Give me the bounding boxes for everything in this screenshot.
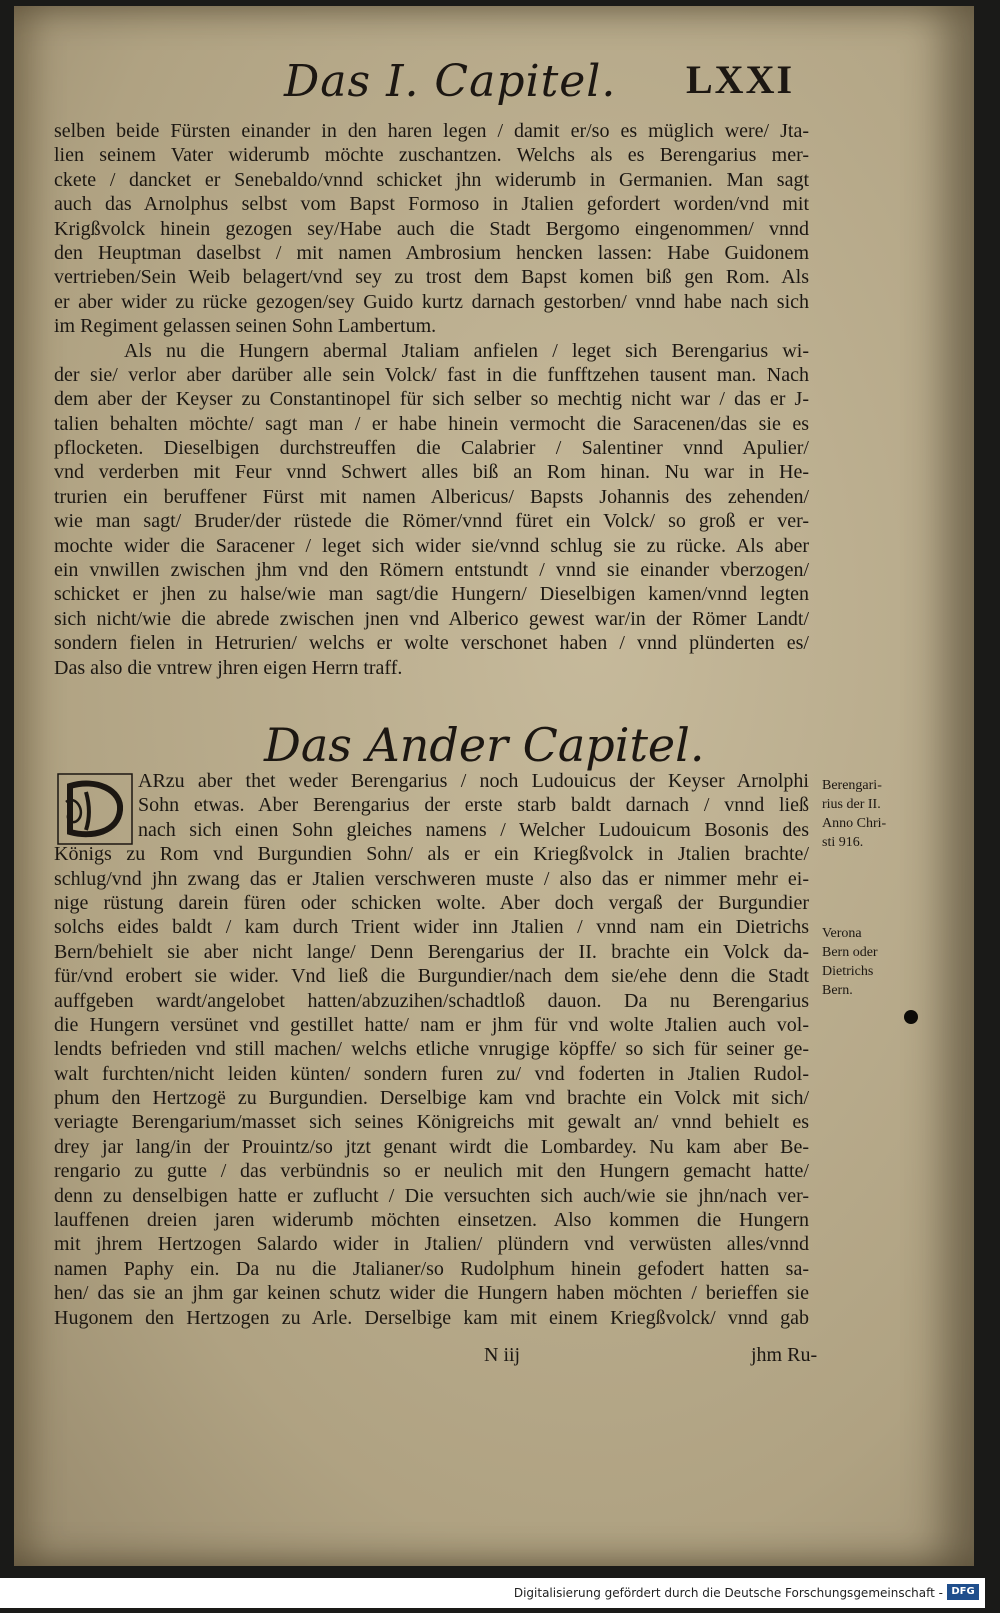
body-text-chapter-2: [54, 769, 809, 1330]
catchword: jhm Ru-: [751, 1344, 818, 1366]
section-heading: Das Ander Capitel.: [264, 718, 705, 772]
marginal-line: Berengari-: [822, 778, 882, 793]
text-line: Als nu die Hungern abermal Jtaliam anfielen / leget sich Berengarius wi-: [124, 339, 809, 362]
text-line: Bern/behielt sie aber nicht lange/ Denn Berengarius der II. brachte ein Volck da-: [54, 940, 809, 963]
marginal-line: Bern.: [822, 983, 853, 998]
text-line: ckete / dancket er Senebaldo/vnnd schicket jhn widerumb in Germanien. Man sagt: [54, 168, 809, 191]
text-line: denn zu denselbigen hatte er zuflucht / Die versuchten sich auch/wie sie jhn/nach ver-: [54, 1184, 809, 1207]
text-line: Königs zu Rom vnd Burgundien Sohn/ als er ein Kriegßvolck in Jtalien brachte/: [54, 843, 809, 866]
folio-number: LXXI: [686, 57, 795, 102]
marginal-line: Bern oder: [822, 945, 878, 960]
text-line: rengario zu gutte / das verbündnis so er neulich mit den Hungern gemacht hatte/: [54, 1160, 809, 1183]
text-line: Hugonem den Hertzogen zu Arle. Derselbige kam mit einem Kriegßvolck/ vnnd gab: [54, 1306, 809, 1329]
text-line: für/vnd erobert sie wider. Vnd ließ die Burgundier/nach dem sie/ehe denn die Stadt: [54, 965, 809, 988]
text-line: selben beide Fürsten einander in den haren legen / damit er/so es müglich were/ Jta-: [54, 120, 809, 142]
text-line: dem aber der Keyser zu Constantinopel für sich selber so mechtig nicht war / das er J-: [54, 388, 809, 411]
text-line: mit jhrem Hertzogen Salardo wider in Jtalien/ plündern vnd verwüsten alles/vnnd: [54, 1233, 809, 1256]
text-line: walt furchten/nicht leiden künten/ sondern furen zu/ vnd foderten in Jtalien Rudol-: [54, 1062, 809, 1085]
marginal-note-berengarius: [822, 776, 902, 852]
marginal-line: sti 916.: [822, 835, 864, 850]
text-line: auffgeben wardt/angelobet hatten/abzuzihen/schadtloß dauon. Da nu Berengarius: [54, 989, 809, 1012]
marginal-note-verona: [822, 924, 902, 1000]
text-line: den Heuptman daselbst / mit namen Ambrosium hencken lassen: Habe Guidonem: [54, 241, 809, 264]
text-line: nige rüstung darein füren oder schicken wolte. Aber doch vergaß der Burgundier: [54, 891, 809, 914]
text-line: vnd verderben mit Feur vnnd Schwert alles biß an Rom hinan. Nu war in He-: [54, 461, 809, 484]
text-line: mochte wider die Saracener / leget sich wider sie/vnnd schlug sie zu rücke. Als aber: [54, 534, 809, 557]
signature-mark: N iij: [484, 1344, 521, 1366]
text-line: sondern fielen in Hetrurien/ welchs er wolte verschonet haben / vnnd plünderten es/: [54, 632, 809, 655]
book-page: [14, 6, 974, 1566]
running-header: [14, 56, 974, 116]
marginal-line: rius der II.: [822, 797, 881, 812]
text-line: er aber wider zu rücke gezogen/sey Guido kurtz darnach gestorben/ vnnd habe nach sich: [54, 290, 809, 313]
text-line: veriagte Berengarium/masset sich seines Königreichs mit gewalt an/ vnnd behielt es: [54, 1111, 809, 1134]
text-line: phum den Hertzogë zu Burgundien. Derselbige kam vnd brachte ein Volck mit sich/: [54, 1087, 809, 1110]
text-line: solchs eides baldt / kam durch Trient wider inn Jtalien / vnnd nam ein Dietrichs: [54, 916, 809, 939]
body-text-chapter-1: [54, 119, 809, 680]
footer-credit: Digitalisierung gefördert durch die Deutsche Forschungsgemeinschaft -: [513, 1586, 943, 1600]
text-line: drey jar lang/in der Prouintz/so jtzt genant wirdt die Lombardey. Nu kam aber Be-: [54, 1135, 809, 1158]
text-line: Das also die vntrew jhren eigen Herrn traff.: [54, 656, 403, 679]
text-line: lendts befrieden vnd still machen/ welchs etliche vnrugige köpffe/ so sich für seiner ge-: [54, 1038, 809, 1061]
marginal-line: Dietrichs: [822, 964, 874, 979]
text-line: vertrieben/Sein Weib belagert/vnd sey zu trost dem Bapst komen biß gen Rom. Als: [54, 266, 809, 289]
text-line: nach sich einen Sohn gleiches namens / Welcher Ludouicum Bosonis des: [138, 818, 809, 841]
text-line: ein vnwillen zwischen jhm vnd den Römern entstundt / vnnd sie einander vberzogen/: [54, 559, 809, 582]
text-line: namen Paphy ein. Da nu die Jtalianer/so Rudolphum hinein gefodert hatten sa-: [54, 1257, 809, 1280]
text-line: sich nicht/wie die abrede zwischen jnen vnd Alberico gewest war/in der Römer Landt/: [54, 607, 809, 630]
text-line: wie man sagt/ Bruder/der rüstede die Römer/vnnd füret ein Volck/ so groß er ver-: [54, 510, 809, 533]
text-line: lauffenen dreien jaren widerumb möchten einsetzen. Also kommen die Hungern: [54, 1209, 809, 1232]
text-line: ARzu aber thet weder Berengarius / noch Ludouicus der Keyser Arnolphi: [138, 770, 809, 792]
running-title: Das I. Capitel.: [284, 56, 617, 107]
text-line: schlug/vnd jhn zwang das er Jtalien verschweren muste / also das er nimmer mehr ei-: [54, 867, 809, 890]
text-line: talien behalten möchte/ sagt man / er habe hinein vermocht die Saracenen/das sie es: [54, 412, 809, 435]
marginal-line: Anno Chri-: [822, 816, 887, 831]
text-line: Krigßvolck hinein gezogen sey/Habe auch die Stadt Bergomo eingenommen/ vnnd: [54, 217, 809, 240]
dfg-logo: DFG: [947, 1584, 979, 1600]
text-line: trurien ein beruffener Fürst mit namen Albericus/ Bapsts Johannis des zehenden/: [54, 485, 809, 508]
text-line: schicket er jhen zu halse/wie man sagt/die Hungern/ Dieselbigen kamen/vnnd legten: [54, 583, 809, 606]
text-line: Sohn etwas. Aber Berengarius der erste starb baldt darnach / vnnd ließ: [138, 794, 809, 817]
text-line: der sie/ verlor aber darüber alle sein Volck/ fast in die funfftzehen tausent man. Nach: [54, 363, 809, 386]
marginal-line: Verona: [822, 926, 862, 941]
text-line: hen/ das sie an jhm gar keinen schutz wider die Hungern haben möchten / berieffen sie: [54, 1282, 809, 1305]
text-line: lien seinem Vater widerumb möchte zuschantzen. Welchs als es Berengarius mer-: [54, 144, 809, 167]
digitization-footer: [0, 1578, 985, 1608]
text-line: im Regiment gelassen seinen Sohn Lambertum.: [54, 315, 437, 338]
ink-dot-mark: [904, 1010, 918, 1024]
text-line: auch das Arnolphus selbst vom Bapst Formoso in Jtalien gefordert worden/vnd mit: [54, 193, 809, 216]
text-line: die Hungern versünet vnd gestillet hatte/ nam er jhm für vnd wolte Jtalien auch vol-: [54, 1013, 809, 1036]
text-line: pflocketen. Dieselbigen durchstreuffen die Calabrier / Salentiner vnnd Apulier/: [54, 437, 809, 460]
